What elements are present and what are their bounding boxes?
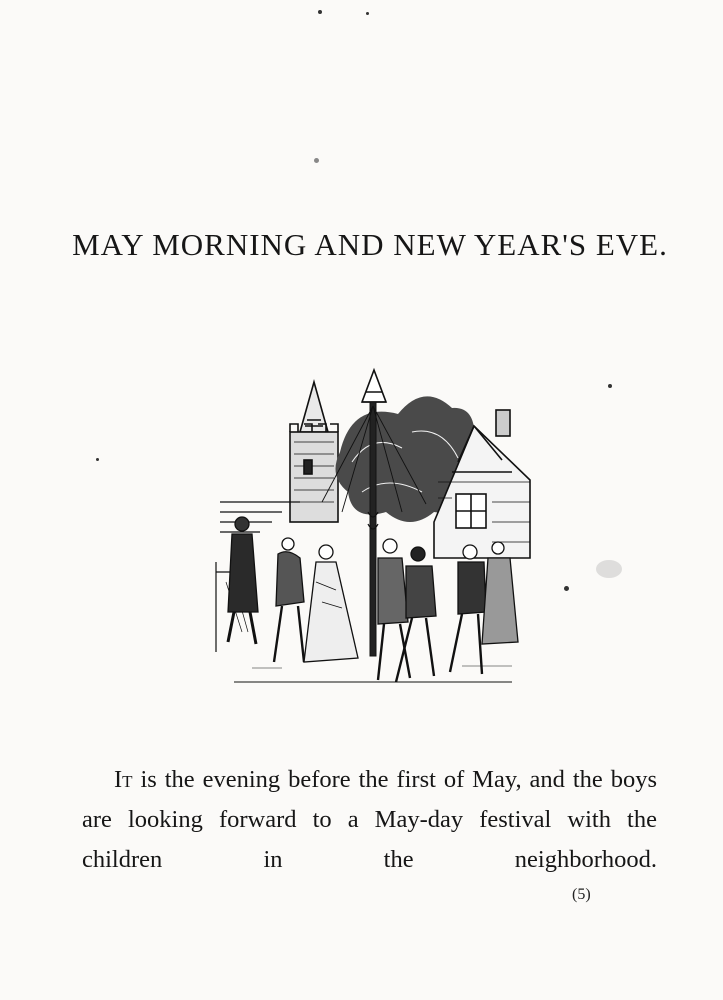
paragraph-text: is the evening before the first of May, and the boys are looking forward to a May-day festival with the children in the neighborhood. [82, 766, 657, 873]
ink-speck [596, 560, 622, 578]
ink-speck [318, 10, 322, 14]
maypole-dance-illustration [212, 362, 534, 688]
body-paragraph [82, 760, 657, 880]
ink-speck [96, 458, 99, 461]
ink-speck [314, 158, 319, 163]
church-tower [290, 382, 338, 522]
ink-speck [366, 12, 369, 15]
ink-speck [564, 586, 569, 591]
page-number: (5) [572, 886, 591, 903]
ink-speck [608, 384, 612, 388]
chapter-title: MAY MORNING AND NEW YEAR'S EVE. [72, 227, 668, 262]
opening-word: It [114, 766, 133, 793]
